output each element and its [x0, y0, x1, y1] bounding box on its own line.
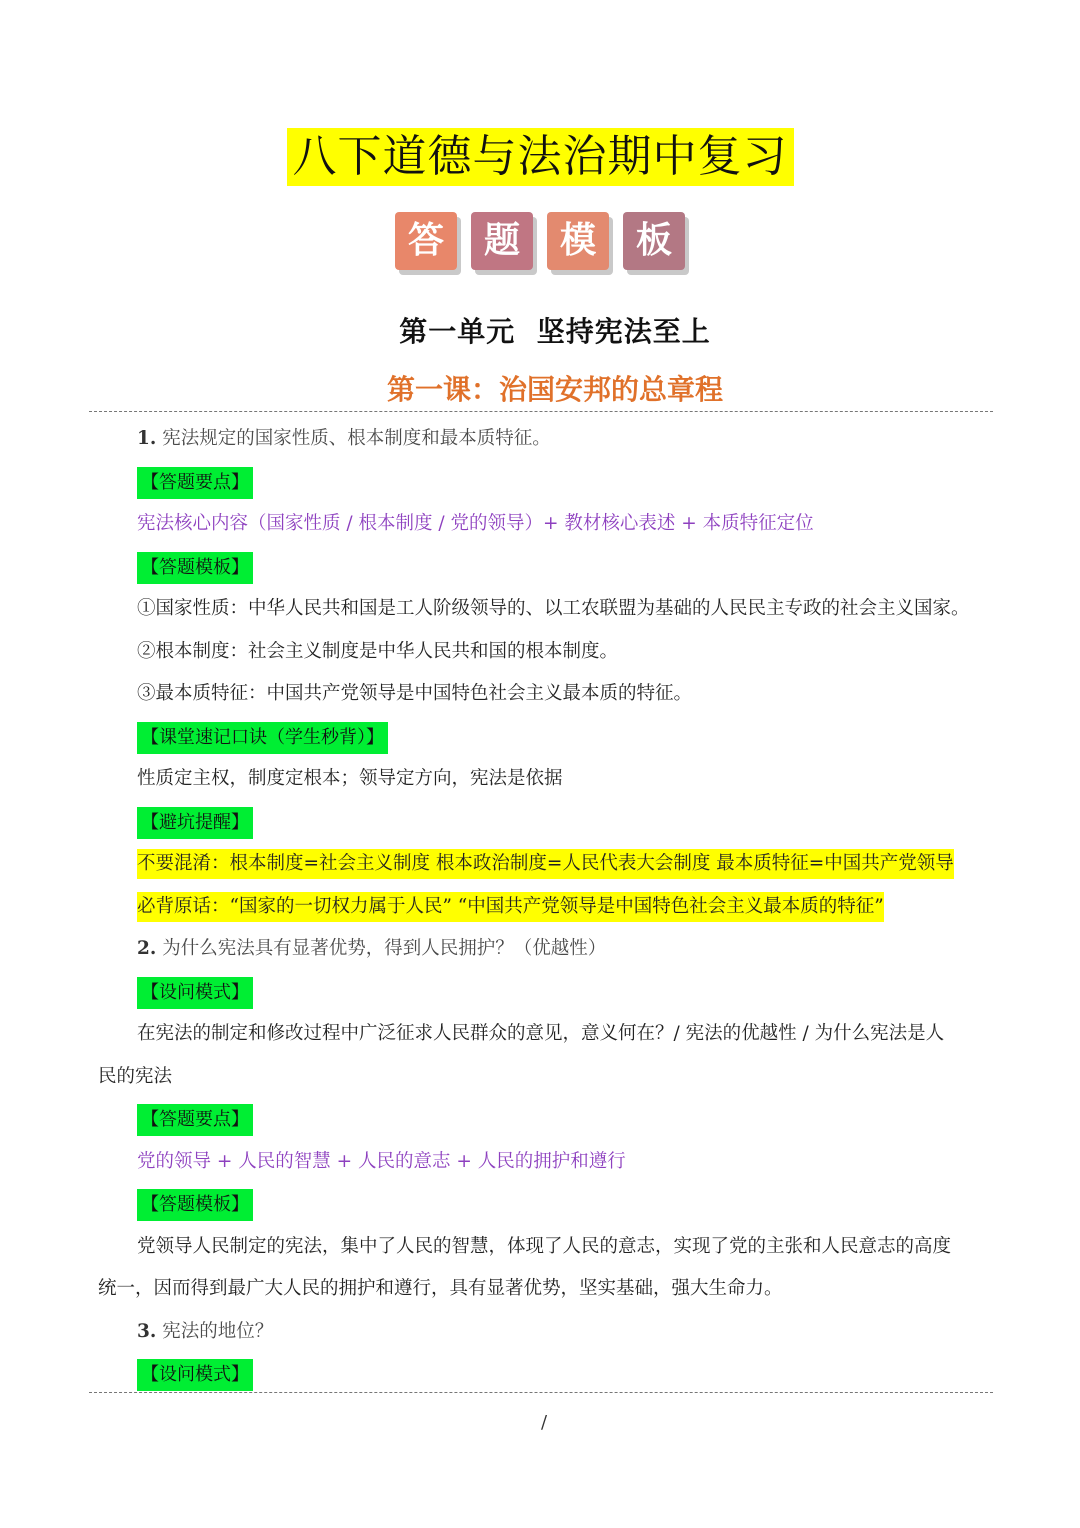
tag-row	[98, 552, 998, 595]
tag-answer-template: 【答题模板】	[137, 552, 253, 584]
bottom-dashed-divider	[89, 1392, 993, 1393]
top-dashed-divider	[89, 411, 993, 412]
mode-line-2: 民的宪法	[98, 1065, 173, 1087]
answer-points-text: 宪法核心内容（国家性质 / 根本制度 / 党的领导）+ 教材核心表述 + 本质特征定位	[137, 513, 814, 534]
tile-ban: 板	[623, 212, 685, 270]
answer-template-tiles	[0, 212, 1080, 270]
question-number: 2.	[137, 938, 157, 959]
main-title: 八下道德与法治期中复习	[287, 128, 794, 186]
tag-row	[98, 807, 998, 850]
tile-mo: 模	[547, 212, 609, 270]
question-3	[98, 1317, 998, 1360]
question-2	[98, 934, 998, 977]
question-text: 为什么宪法具有显著优势，得到人民拥护？（优越性）	[156, 938, 607, 959]
tag-pitfall: 【避坑提醒】	[137, 807, 253, 839]
question-text: 宪法的地位？	[156, 1320, 274, 1342]
tag-answer-points: 【答题要点】	[137, 467, 253, 499]
mode-line-1: 在宪法的制定和修改过程中广泛征求人民群众的意见，意义何在？/ 宪法的优越性 / 为什么宪法是人	[137, 1023, 945, 1044]
mnemonic-text: 性质定主权，制度定根本；领导定方向，宪法是依据	[137, 768, 563, 789]
content-body	[98, 424, 998, 1402]
template-line-3: ③最本质特征：中国共产党领导是中国特色社会主义最本质的特征。	[137, 683, 693, 704]
tag-row	[98, 722, 998, 765]
lesson-title: 第一课：治国安邦的总章程	[386, 373, 723, 406]
tile-ti: 题	[471, 212, 533, 270]
question-number: 1.	[137, 428, 157, 449]
template-line-2: ②根本制度：社会主义制度是中华人民共和国的根本制度。	[137, 640, 619, 662]
question-text: 宪法规定的国家性质、根本制度和最本质特征。	[156, 428, 551, 449]
tag-answer-template: 【答题模板】	[137, 1189, 253, 1221]
tag-row	[98, 1104, 998, 1147]
tag-row	[98, 977, 998, 1020]
tag-question-mode: 【设问模式】	[137, 1359, 253, 1391]
question-1	[98, 424, 998, 467]
pitfall-row-1	[98, 849, 998, 892]
template-line-1: 党领导人民制定的宪法，集中了人民的智慧，体现了人民的意志，实现了党的主张和人民意志的高度	[137, 1235, 952, 1257]
template-line-2: 统一，因而得到最广大人民的拥护和遵行，具有显著优势，坚实基础，强大生命力。	[98, 1278, 783, 1299]
answer-points-text: 党的领导 + 人民的智慧 + 人民的意志 + 人民的拥护和遵行	[137, 1150, 626, 1172]
tag-row	[98, 1359, 998, 1402]
tag-mnemonic: 【课堂速记口诀（学生秒背）】	[137, 722, 388, 754]
tag-row	[98, 1189, 998, 1232]
main-title-wrap	[0, 128, 1080, 186]
template-line-1: ①国家性质：中华人民共和国是工人阶级领导的、以工农联盟为基础的人民民主专政的社会主义国家。	[137, 598, 970, 619]
tag-question-mode: 【设问模式】	[137, 977, 253, 1009]
unit-title: 第一单元 坚持宪法至上	[399, 315, 711, 348]
tile-da: 答	[395, 212, 457, 270]
pitfall-highlight-2: 必背原话：“国家的一切权力属于人民” “中国共产党领导是中国特色社会主义最本质的特征”	[137, 892, 884, 922]
page-footer-mark: /	[540, 1412, 548, 1433]
tag-answer-points: 【答题要点】	[137, 1104, 253, 1136]
question-number: 3.	[137, 1320, 157, 1342]
pitfall-highlight-1: 不要混淆：根本制度=社会主义制度 根本政治制度=人民代表大会制度 最本质特征=中国共产党领导	[137, 849, 954, 879]
tag-row	[98, 467, 998, 510]
pitfall-row-2	[98, 892, 998, 935]
